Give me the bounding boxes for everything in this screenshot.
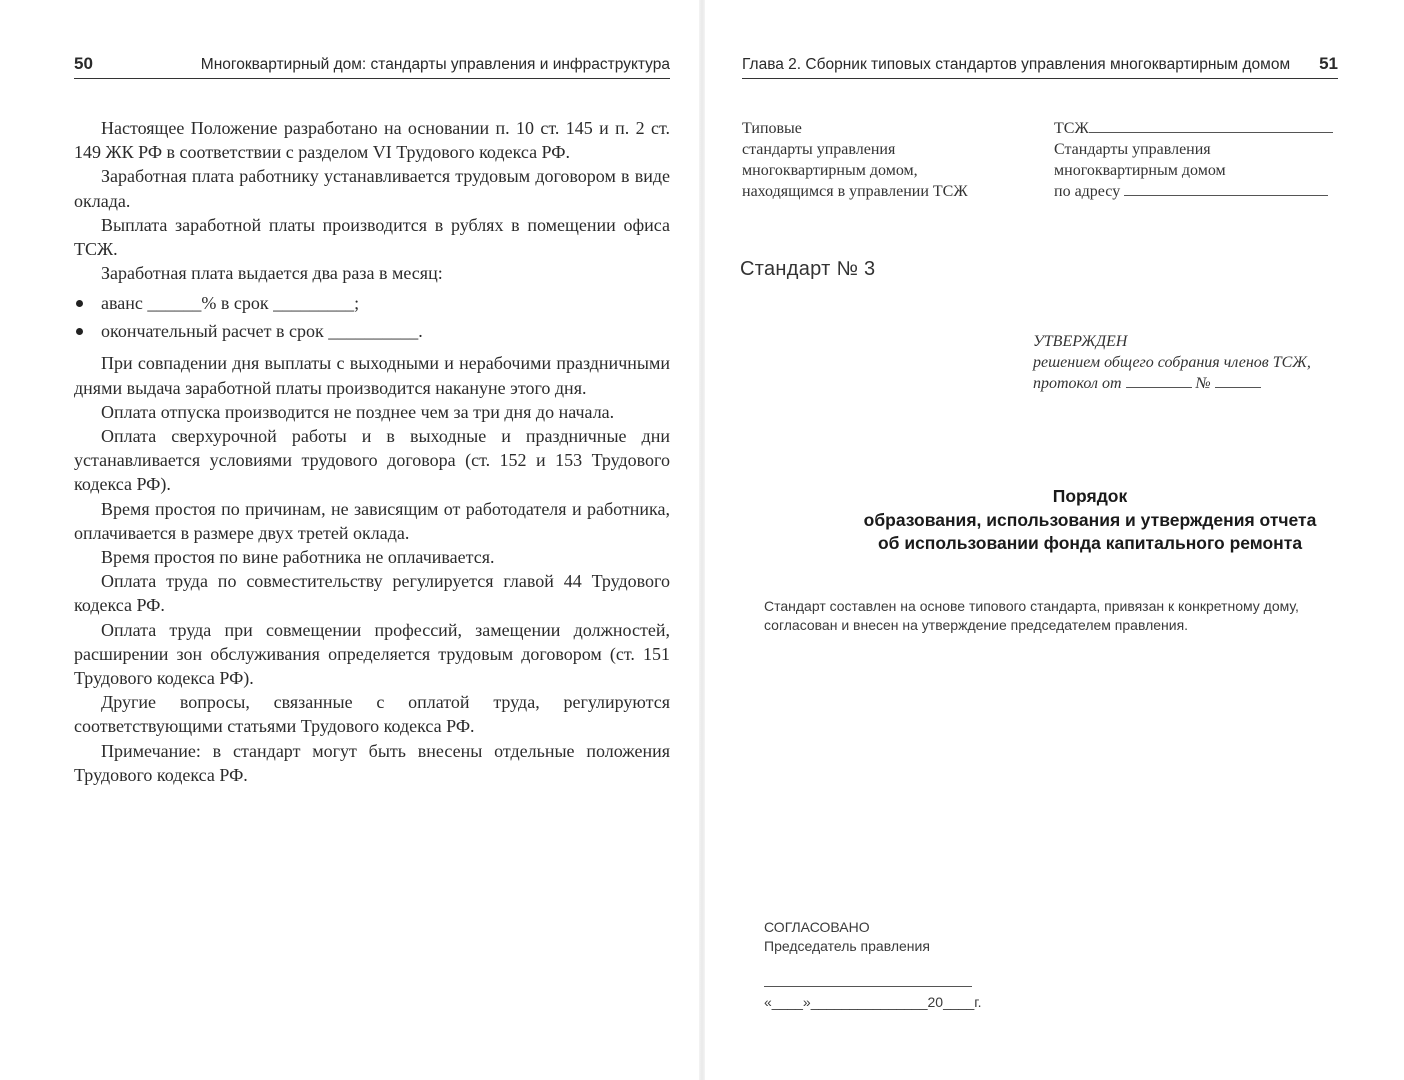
paragraph: Оплата труда при совмещении профессий, замещении должностей, расширении зон обслуживания определяется трудовым договором (ст. 151 Трудового кодекса РФ). <box>74 619 670 689</box>
paragraph: При совпадении дня выплаты с выходными и нерабочими праздничными днями выдача заработной платы производится накануне этого дня. <box>74 353 670 398</box>
ident-line: Стандарты управления <box>1054 141 1211 158</box>
list-item: окончательный расчет в срок __________. <box>74 317 670 345</box>
ident-line: многоквартирным домом, <box>742 162 918 179</box>
ident-line: находящимся в управлении ТСЖ <box>742 183 968 200</box>
ident-line: Типовые <box>742 120 802 137</box>
ident-line <box>1054 181 1336 202</box>
document-title <box>742 485 1404 556</box>
right-running-title: Глава 2. Сборник типовых стандартов управления многоквартирным домом <box>742 56 1291 73</box>
blank-field <box>1089 118 1333 133</box>
blank-field <box>1124 181 1328 196</box>
approval-word: УТВЕРЖДЕН <box>1033 333 1128 350</box>
paragraph: Примечание: в стандарт могут быть внесены отдельные положения Трудового кодекса РФ. <box>74 740 670 785</box>
title-line: об использовании фонда капитального ремонта <box>877 533 1303 553</box>
standard-note: Стандарт составлен на основе типового стандарта, привязан к конкретному дому, согласован и внесен на утверждение председателем правления. <box>764 598 1299 633</box>
left-running-title: Многоквартирный дом: стандарты управления и инфраструктура <box>200 56 670 73</box>
standard-number: Стандарт № 3 <box>740 258 876 280</box>
approval-line <box>1033 373 1343 394</box>
approval-block <box>1033 331 1343 394</box>
blank-field <box>1215 373 1261 388</box>
agreement-word: СОГЛАСОВАНО <box>764 919 870 935</box>
protocol-label: протокол от <box>1033 375 1122 392</box>
paragraph: Заработная плата работнику устанавливается трудовым договором в виде оклада. <box>74 166 670 211</box>
hoa-label: ТСЖ <box>1054 120 1089 137</box>
left-running-header <box>74 52 670 79</box>
date-line: «____»_______________20____г. <box>764 994 982 1010</box>
left-page-number: 50 <box>74 54 93 73</box>
paragraph: Оплата труда по совместительству регулируется главой 44 Трудового кодекса РФ. <box>74 571 670 616</box>
blank-field <box>1126 373 1192 388</box>
standard-identification-right <box>1054 118 1336 202</box>
standard-identification-left <box>742 118 1022 202</box>
agreement-block <box>764 918 1084 1012</box>
paragraph: Оплата сверхурочной работы и в выходные и праздничные дни устанавливается условиями трудового договора (ст. 152 и 153 Трудового кодекса РФ). <box>74 426 670 495</box>
signature-line <box>764 972 972 987</box>
left-body-text <box>74 116 670 787</box>
payment-schedule-list <box>74 289 670 345</box>
right-running-header <box>742 52 1338 79</box>
ident-line: многоквартирным домом <box>1054 162 1226 179</box>
paragraph: Время простоя по причинам, не зависящим от работодателя и работника, оплачивается в размере двух третей оклада. <box>74 498 670 543</box>
ident-line <box>1054 118 1336 139</box>
paragraph: Заработная плата выдается два раза в месяц: <box>101 263 443 284</box>
list-item: аванс ______% в срок _________; <box>74 289 670 317</box>
paragraph: Другие вопросы, связанные с оплатой труда, регулируются соответствующими статьями Трудового кодекса РФ. <box>74 692 670 737</box>
chairman-role: Председатель правления <box>764 938 930 954</box>
right-page-number: 51 <box>1319 54 1338 73</box>
right-page <box>702 0 1404 1080</box>
paragraph: Выплата заработной платы производится в рублях в помещении офиса ТСЖ. <box>74 214 670 260</box>
title-line: Порядок <box>1052 486 1128 506</box>
ident-line: стандарты управления <box>742 141 896 158</box>
title-line: образования, использования и утверждения отчета <box>863 509 1317 530</box>
paragraph: Оплата отпуска производится не позднее чем за три дня до начала. <box>101 401 615 422</box>
address-label: по адресу <box>1054 183 1121 200</box>
number-label: № <box>1195 375 1211 392</box>
approval-line: решением общего собрания членов ТСЖ, <box>1033 354 1311 371</box>
paragraph: Время простоя по вине работника не оплачивается. <box>101 547 495 568</box>
paragraph: Настоящее Положение разработано на основании п. 10 ст. 145 и п. 2 ст. 149 ЖК РФ в соответствии с разделом VI Трудового кодекса РФ. <box>74 118 670 163</box>
